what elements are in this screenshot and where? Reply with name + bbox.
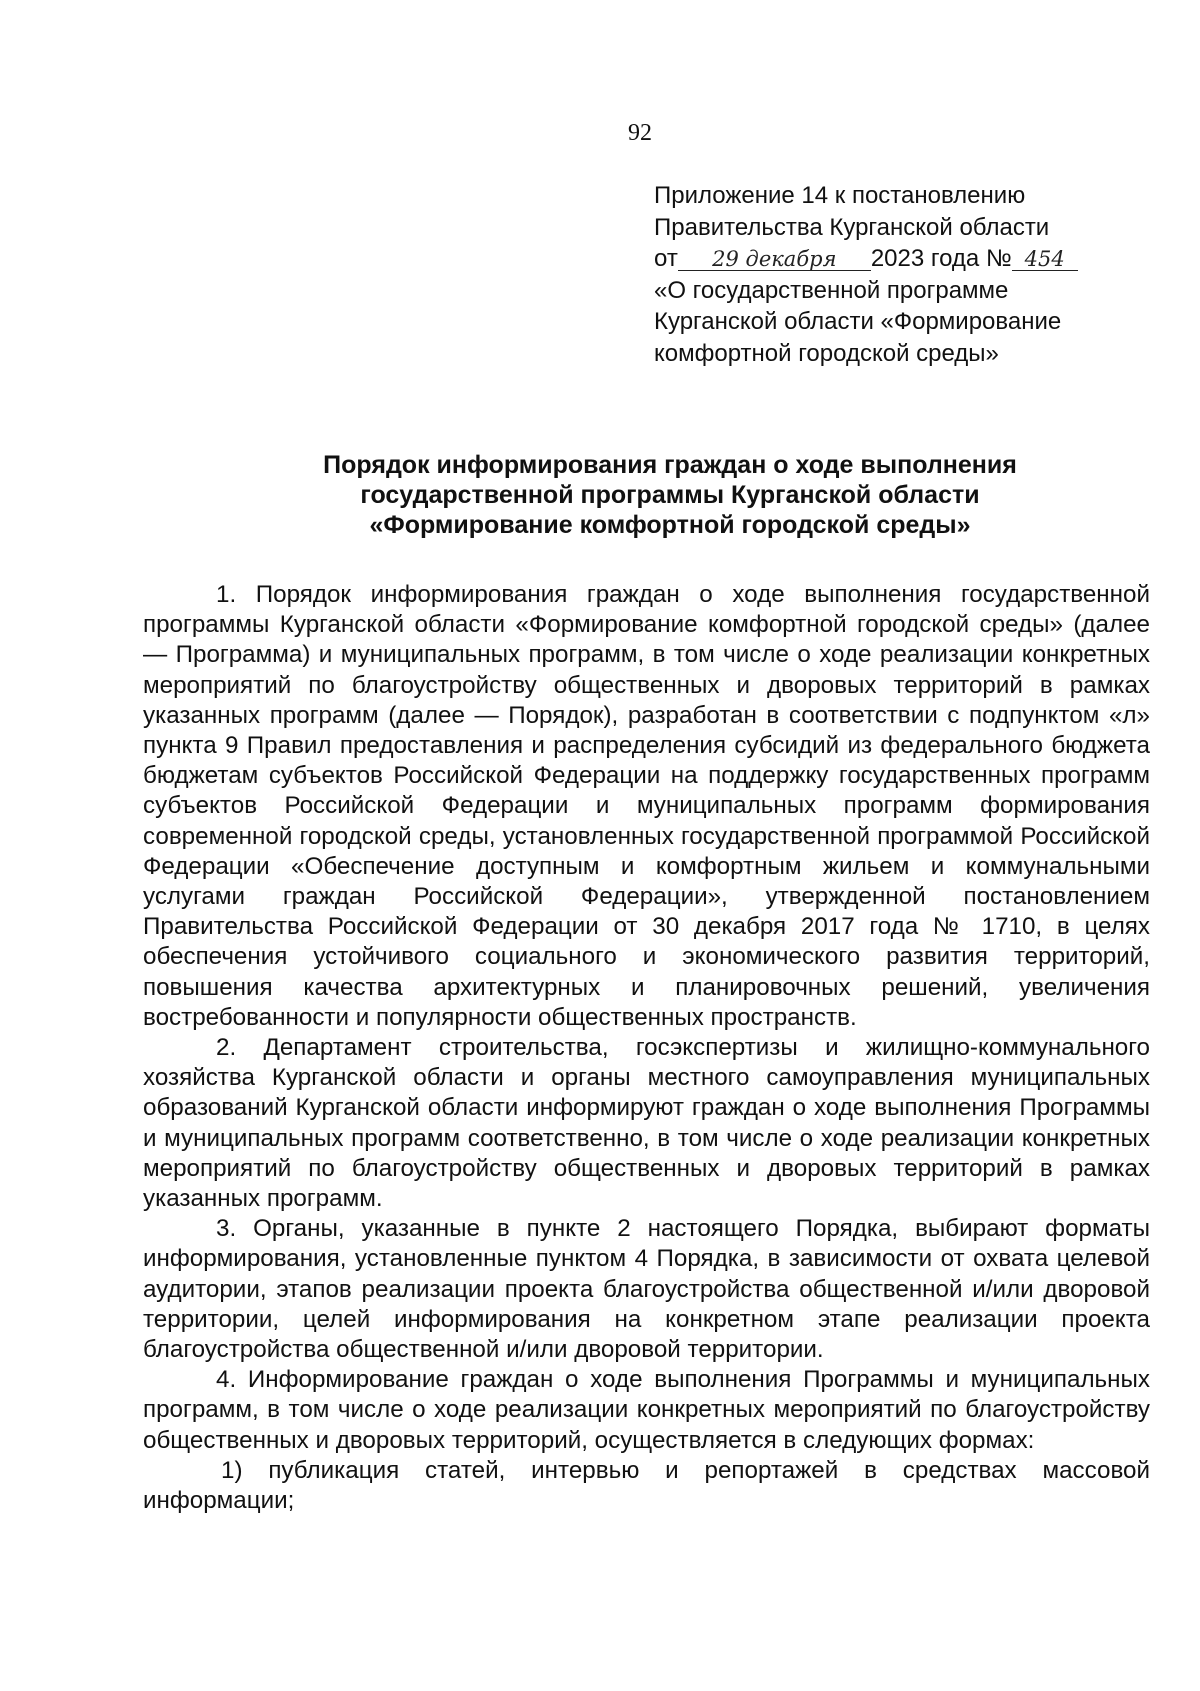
appendix-line-4: «О государственной программе [654, 276, 1009, 304]
appendix-year-label: 2023 года № [870, 245, 1012, 272]
handwritten-number: 454 [1012, 248, 1078, 271]
paragraph-2: 2. Департамент строительства, госэкспертизы и жилищно-коммунального хозяйства Курганской области и органы местного самоуправления муниципальных образований Курганской области информируют граждан о ходе выполнения Программы и муниципальных программ соответственно, в том числе о ходе реализации конкретных мероприятий по благоустройству общественных и дворовых территорий в рамках указанных программ. [143, 1034, 1150, 1213]
paragraph-3: 3. Органы, указанные в пункте 2 настоящего Порядка, выбирают форматы информирования, установленные пунктом 4 Порядка, в зависимости от охвата целевой аудитории, этапов реализации проекта благоустройства общественной и/или дворовой территории, целей информирования на конкретном этапе реализации проекта благоустройства общественной и/или дворовой территории. [143, 1215, 1150, 1364]
appendix-header [654, 180, 1174, 369]
page-number: 92 [628, 120, 652, 146]
title-line-2: государственной программы Курганской области [360, 481, 980, 509]
appendix-line-1: Приложение 14 к постановлению [654, 182, 1026, 209]
list-item: 1) публикация статей, интервью и репортажей в средствах массовой информации; [143, 1456, 1150, 1515]
document-title [250, 450, 1090, 540]
appendix-line-3 [654, 243, 1174, 275]
appendix-date-prefix: от [654, 245, 678, 272]
paragraph-1: 1. Порядок информирования граждан о ходе выполнения государственной программы Курганской области «Формирование комфортной городской среды» (далее — Программа) и муниципальных программ, в том числе о ходе реализации конкретных мероприятий по благоустройству общественных и дворовых территорий в рамках указанных программ (далее — Порядок), разработан в соответствии с подпунктом «л» пункта 9 Правил предоставления и распределения субсидий из федерального бюджета бюджетам субъектов Российской Федерации на поддержку государственных программ субъектов Российской Федерации и муниципальных программ формирования современной городской среды, установленных государственной программой Российской Федерации «Обеспечение доступным и комфортным жильем и коммунальными услугами граждан Российской Федерации», утвержденной постановлением Правительства Российской Федерации от 30 декабря 2017 года № 1710, в целях обеспечения устойчивого социального и экономического развития территорий, повышения качества архитектурных и планировочных решений, увеличения востребованности и популярности общественных пространств. [143, 581, 1150, 1031]
document-body [143, 580, 1150, 1516]
appendix-line-2: Правительства Курганской области [654, 213, 1050, 241]
title-line-3: «Формирование комфортной городской среды» [369, 511, 971, 539]
paragraph-4: 4. Информирование граждан о ходе выполнения Программы и муниципальных программ, в том числе о ходе реализации конкретных мероприятий по благоустройству общественных и дворовых территорий, осуществляется в следующих формах: [143, 1366, 1150, 1454]
appendix-line-6: комфортной городской среды» [654, 339, 999, 367]
handwritten-date: 29 декабря [678, 248, 871, 271]
title-line-1: Порядок информирования граждан о ходе выполнения [323, 451, 1017, 479]
appendix-line-5: Курганской области «Формирование [654, 308, 1062, 335]
